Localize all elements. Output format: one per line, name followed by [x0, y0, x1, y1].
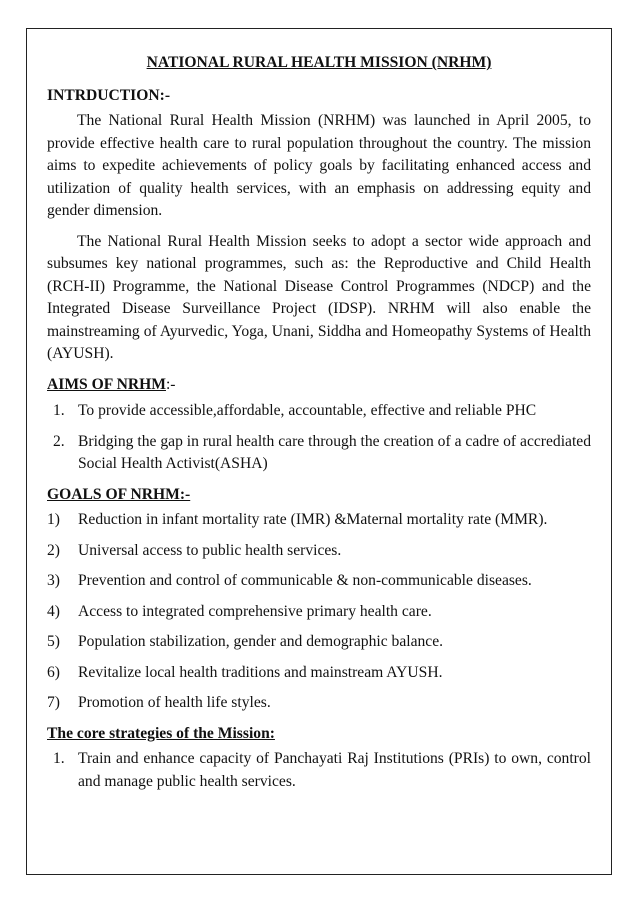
goals-item-number: 6)	[47, 663, 60, 681]
strategies-item-number: 1.	[53, 750, 65, 767]
goals-heading: GOALS OF NRHM:-	[47, 485, 191, 503]
aims-item-text: To provide accessible,affordable, accountable, effective and reliable PHC	[78, 402, 537, 419]
aims-heading-text: AIMS OF NRHM	[47, 375, 166, 393]
goals-item-number: 3)	[47, 572, 60, 589]
intro-paragraph-2: The National Rural Health Mission seeks to adopt a sector wide approach and subsumes key national programmes, such as: the Reproductive and Child Health (RCH-II) Programme, the National Disease Control Programmes (NDCP) and the Integrated Disease Surveillance Project (IDSP). NRHM will also enable the mainstreaming of Ayurvedic, Yoga, Unani, Siddha and Homeopathy Systems of Health (AYUSH).	[47, 232, 591, 362]
strategies-item-text: Train and enhance capacity of Panchayati Raj Institutions (PRIs) to own, control and manage public health services.	[78, 750, 591, 790]
aims-item-text: Bridging the gap in rural health care through the creation of a cadre of accrediated Social Health Activist(ASHA)	[78, 432, 591, 472]
aims-item	[47, 431, 591, 476]
goals-item-text: Prevention and control of communicable & non-communicable diseases.	[78, 572, 532, 589]
goals-item-number: 7)	[47, 694, 60, 711]
goals-item	[47, 509, 591, 532]
goals-item	[47, 662, 591, 685]
goals-item	[47, 692, 591, 715]
aims-heading-suffix: :-	[165, 375, 176, 393]
document-body	[47, 52, 591, 801]
strategies-heading: The core strategies of the Mission:	[47, 724, 275, 742]
aims-item-number: 2.	[53, 432, 65, 450]
strategies-item	[47, 748, 591, 793]
aims-item-number: 1.	[53, 402, 65, 419]
goals-item	[47, 631, 591, 654]
goals-item-number: 2)	[47, 541, 60, 559]
goals-item-number: 4)	[47, 602, 60, 620]
goals-item-number: 1)	[47, 511, 60, 528]
introduction-heading: INTRDUCTION:-	[47, 86, 171, 104]
goals-item-number: 5)	[47, 633, 60, 650]
goals-item-text: Access to integrated comprehensive primary health care.	[78, 602, 432, 620]
aims-list	[47, 400, 591, 476]
goals-item-text: Promotion of health life styles.	[78, 694, 271, 711]
goals-item	[47, 570, 591, 593]
strategies-list	[47, 748, 591, 793]
goals-list	[47, 509, 591, 715]
intro-paragraph-1: The National Rural Health Mission (NRHM) was launched in April 2005, to provide effective health care to rural population throughout the country. The mission aims to expedite achievements of policy goals by facilitating enhanced access and utilization of quality health services, with an emphasis on addressing equity and gender dimension.	[47, 112, 591, 219]
goals-item-text: Population stabilization, gender and demographic balance.	[78, 633, 444, 650]
goals-item-text: Universal access to public health services.	[78, 541, 342, 559]
goals-item-text: Revitalize local health traditions and mainstream AYUSH.	[78, 663, 443, 681]
goals-item	[47, 540, 591, 563]
aims-heading	[47, 374, 591, 397]
goals-item	[47, 601, 591, 624]
aims-item	[47, 400, 591, 423]
document-title: NATIONAL RURAL HEALTH MISSION (NRHM)	[146, 54, 492, 71]
goals-item-text: Reduction in infant mortality rate (IMR) &Maternal mortality rate (MMR).	[78, 511, 548, 528]
